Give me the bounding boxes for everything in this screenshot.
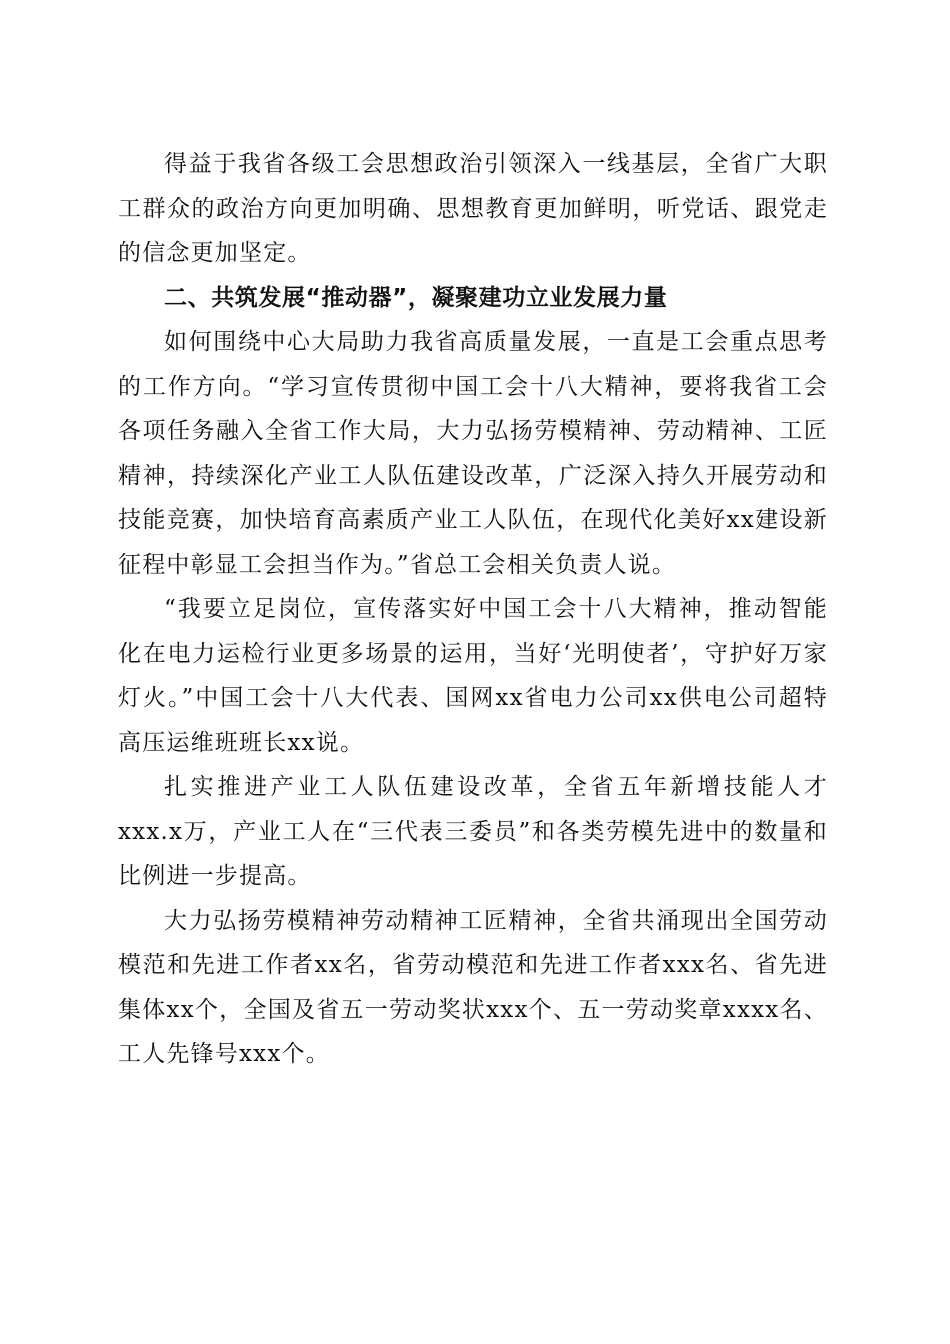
section-heading-2: 二、共筑发展“推动器”，凝聚建功立业发展力量 xyxy=(164,284,668,311)
paragraph-industrial-workers-reform: 扎实推进产业工人队伍建设改革，全省五年新增技能人才xxx.x万，产业工人在“三代表三委员”和各类劳模先进中的数量和比例进一步提高。 xyxy=(118,774,828,889)
paragraph-high-quality-development: 如何围绕中心大局助力我省高质量发展，一直是工会重点思考的工作方向。“学习宣传贯彻中国工会十八大精神，要将我省工会各项任务融入全省工作大局，大力弘扬劳模精神、劳动精神、工匠精神，持续深化产业工人队伍建设改革，广泛深入持久开展劳动和技能竞赛，加快培育高素质产业工人队伍，在现代化美好xx建设新征程中彰显工会担当作为。”省总工会相关负责人说。 xyxy=(118,329,828,578)
paragraph-political-guidance: 得益于我省各级工会思想政治引领深入一线基层，全省广大职工群众的政治方向更加明确、思想教育更加鲜明，听党话、跟党走的信念更加坚定。 xyxy=(118,151,828,266)
document-body xyxy=(118,142,828,1077)
paragraph-model-workers-honors: 大力弘扬劳模精神劳动精神工匠精神，全省共涌现出全国劳动模范和先进工作者xx名，省劳动模范和先进工作者xxx名、省先进集体xx个，全国及省五一劳动奖状xxx个、五一劳动奖章xxxx名、工人先锋号xxx个。 xyxy=(118,907,828,1067)
paragraph-delegate-quote: “我要立足岗位，宣传落实好中国工会十八大精神，推动智能化在电力运检行业更多场景的运用，当好‘光明使者’，守护好万家灯火。”中国工会十八大代表、国网xx省电力公司xx供电公司超特高压运维班班长xx说。 xyxy=(118,596,828,756)
